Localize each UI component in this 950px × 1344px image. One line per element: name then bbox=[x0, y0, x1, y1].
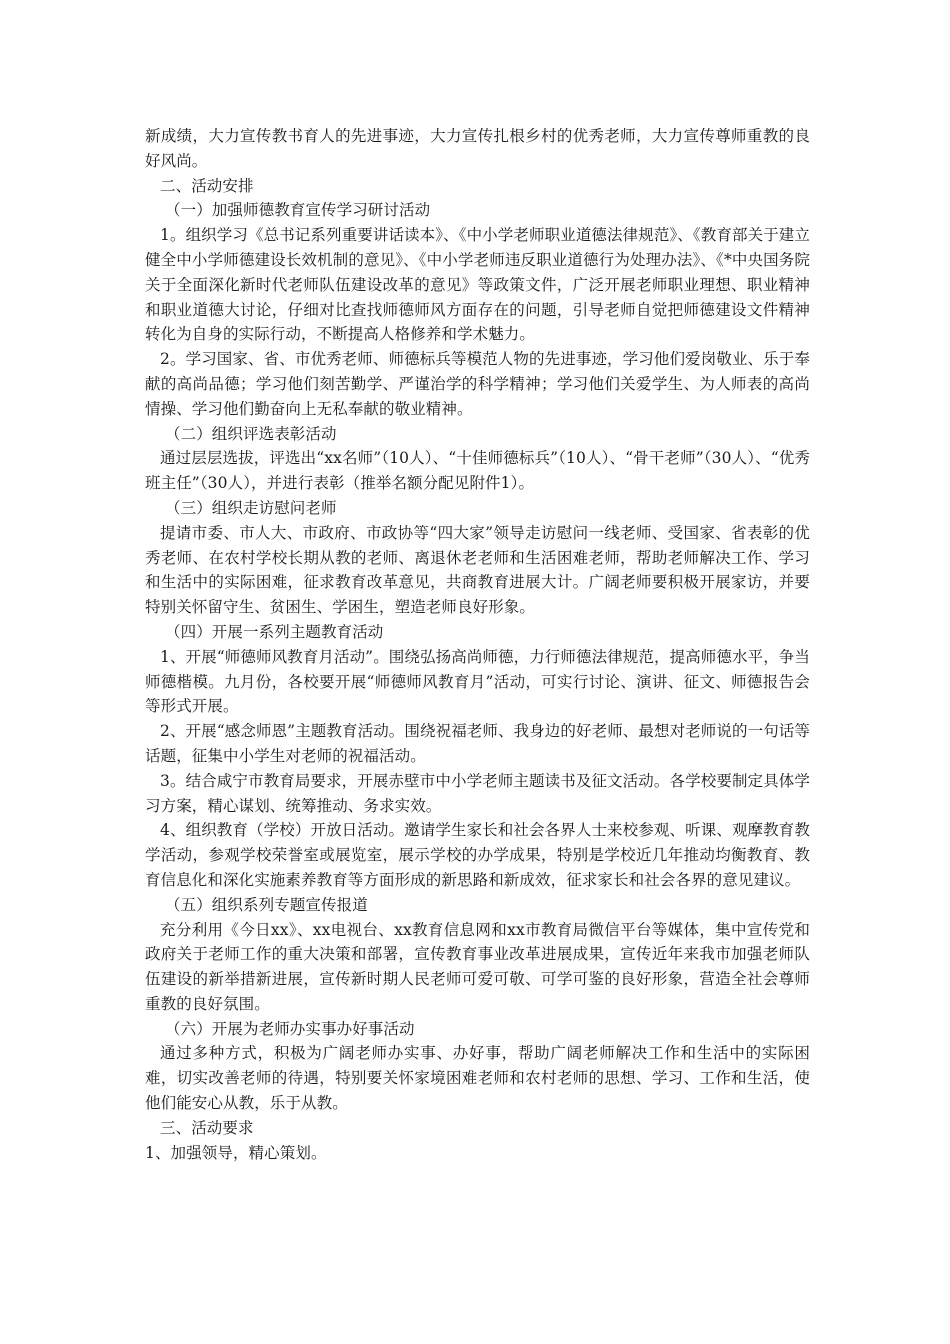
body-paragraph: 3。结合咸宁市教育局要求，开展赤壁市中小学老师主题读书及征文活动。各学校要制定具体学习方案，精心谋划、统筹推动、务求实效。 bbox=[145, 771, 810, 815]
subsection-heading: （三）组织走访慰问老师 bbox=[165, 498, 337, 517]
section-heading: 三、活动要求 bbox=[160, 1118, 254, 1137]
body-paragraph: 2。学习国家、省、市优秀老师、师德标兵等模范人物的先进事迹，学习他们爱岗敬业、乐于奉献的高尚品德；学习他们刻苦勤学、严谨治学的科学精神；学习他们关爱学生、为人师表的高尚情操、学习他们勤奋向上无私奉献的敬业精神。 bbox=[145, 350, 810, 418]
document-page bbox=[145, 124, 810, 1165]
subsection-heading: （四）开展一系列主题教育活动 bbox=[165, 622, 384, 641]
body-paragraph: 1。组织学习《总书记系列重要讲话读本》、《中小学老师职业道德法律规范》、《教育部关于建立健全中小学师德建设长效机制的意见》、《中小学老师违反职业道德行为处理办法》、《*中央国务院关于全面深化新时代老师队伍建设改革的意见》等政策文件，广泛开展老师职业理想、职业精神和职业道德大讨论，仔细对比查找师德师风方面存在的问题，引导老师自觉把师德建设文件精神转化为自身的实际行动，不断提高人格修养和学术魅力。 bbox=[145, 226, 810, 344]
subsection-heading: （五）组织系列专题宣传报道 bbox=[165, 895, 368, 914]
body-paragraph: 4、组织教育（学校）开放日活动。邀请学生家长和社会各界人士来校参观、听课、观摩教育教学活动，参观学校荣誉室或展览室，展示学校的办学成果，特别是学校近几年推动均衡教育、教育信息化和深化实施素养教育等方面形成的新思路和新成效，征求家长和社会各界的意见建议。 bbox=[145, 821, 810, 889]
subsection-heading: （六）开展为老师办实事办好事活动 bbox=[165, 1019, 415, 1038]
body-paragraph: 1、加强领导，精心策划。 bbox=[145, 1143, 327, 1162]
section-heading: 二、活动安排 bbox=[160, 176, 254, 195]
body-paragraph: 通过多种方式，积极为广阔老师办实事、办好事，帮助广阔老师解决工作和生活中的实际困难，切实改善老师的待遇，特别要关怀家境困难老师和农村老师的思想、学习、工作和生活，使他们能安心从教，乐于从教。 bbox=[145, 1044, 810, 1113]
body-paragraph: 通过层层选拔，评选出“xx名师”（10人）、“十佳师德标兵”（10人）、“骨干老师”（30人）、“优秀班主任”（30人），并进行表彰（推举名额分配见附件1）。 bbox=[145, 449, 810, 493]
body-paragraph: 提请市委、市人大、市政府、市政协等“四大家”领导走访慰问一线老师、受国家、省表彰的优秀老师、在农村学校长期从教的老师、离退休老老师和生活困难老师，帮助老师解决工作、学习和生活中的实际困难，征求教育改革意见，共商教育进展大计。广阔老师要积极开展家访，并要特别关怀留守生、贫困生、学困生，塑造老师良好形象。 bbox=[145, 523, 810, 617]
body-paragraph: 新成绩，大力宣传教书育人的先进事迹，大力宣传扎根乡村的优秀老师，大力宣传尊师重教的良好风尚。 bbox=[145, 127, 810, 170]
body-paragraph: 1、开展“师德师风教育月活动”。围绕弘扬高尚师德，力行师德法律规范，提高师德水平，争当师德楷模。九月份，各校要开展“师德师风教育月”活动，可实行讨论、演讲、征文、师德报告会等形式开展。 bbox=[145, 647, 811, 716]
body-paragraph: 2、开展“感念师恩”主题教育活动。围绕祝福老师、我身边的好老师、最想对老师说的一句话等话题，征集中小学生对老师的祝福活动。 bbox=[145, 722, 811, 765]
body-paragraph: 充分利用《今日xx》、xx电视台、xx教育信息网和xx市教育局微信平台等媒体，集中宣传党和政府关于老师工作的重大决策和部署，宣传教育事业改革进展成果，宣传近年来我市加强老师队伍建设的新举措新进展，宣传新时期人民老师可爱可敬、可学可鉴的良好形象，营造全社会尊师重教的良好氛围。 bbox=[145, 920, 810, 1013]
subsection-heading: （一）加强师德教育宣传学习研讨活动 bbox=[165, 201, 431, 220]
subsection-heading: （二）组织评选表彰活动 bbox=[165, 424, 337, 443]
